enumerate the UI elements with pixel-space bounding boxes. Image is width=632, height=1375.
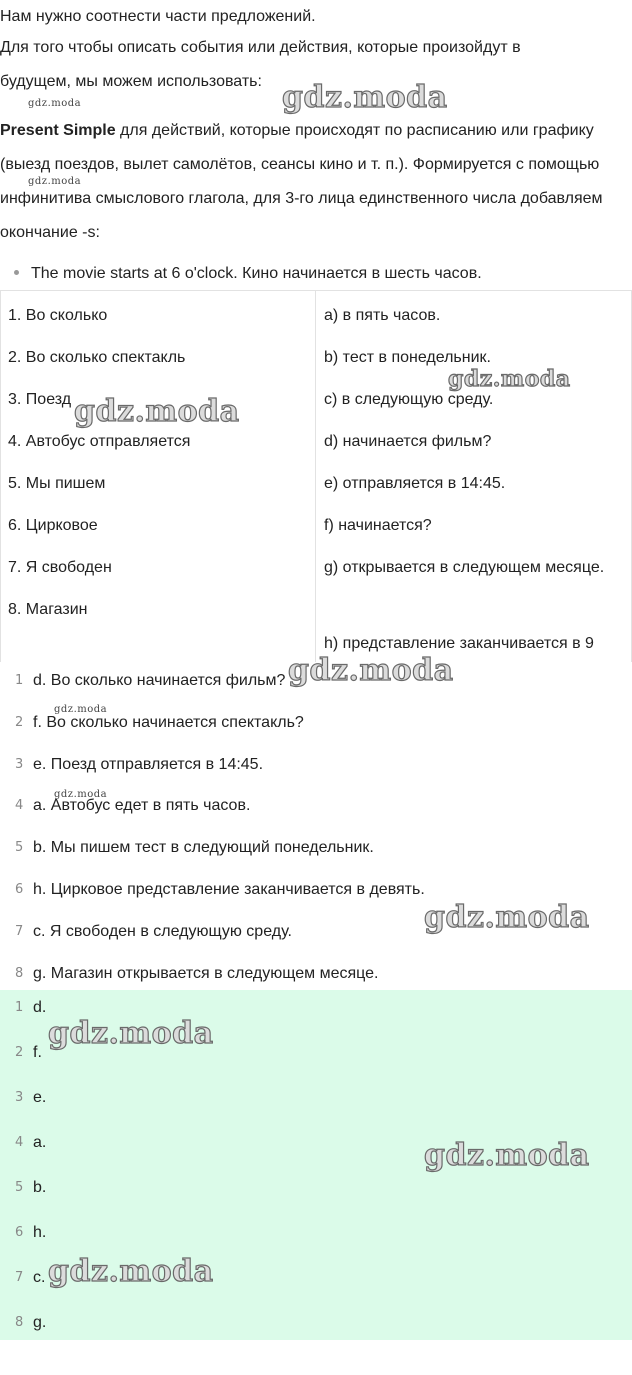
watermark: gdz.moda bbox=[28, 98, 82, 109]
short-answer-number: 6 bbox=[15, 1225, 24, 1240]
watermark: gdz.moda bbox=[54, 789, 108, 800]
right-item: a) в пять часов. bbox=[324, 307, 441, 324]
left-item: 4. Автобус отправляется bbox=[8, 433, 191, 450]
answer-number: 5 bbox=[15, 840, 24, 855]
answer-number: 2 bbox=[15, 715, 24, 730]
short-answer-text: h. bbox=[33, 1224, 47, 1241]
answer-number: 6 bbox=[15, 882, 24, 897]
watermark: gdz.moda bbox=[424, 1138, 590, 1173]
example-bullet bbox=[14, 259, 482, 289]
watermark: gdz.moda bbox=[74, 394, 240, 429]
short-answer-text: e. bbox=[33, 1089, 47, 1106]
answer-text: e. Поезд отправляется в 14:45. bbox=[33, 756, 264, 773]
left-item: 7. Я свободен bbox=[8, 559, 112, 576]
right-item: e) отправляется в 14:45. bbox=[324, 475, 506, 492]
watermark: gdz.moda bbox=[48, 1016, 214, 1051]
present-simple-description: для действий, которые происходят по расписанию или графику (выезд поездов, вылет самолётов, сеансы кино и т. п.). Формируется с помощью инфинитива смыслового глагола, для 3-го лица единственного числа добавляем окончание -s: bbox=[0, 122, 603, 241]
right-item: c) в следующую среду. bbox=[324, 391, 494, 408]
answer-text: g. Магазин открывается в следующем месяце. bbox=[33, 965, 379, 982]
answer-number: 1 bbox=[15, 673, 24, 688]
left-item: 5. Мы пишем bbox=[8, 475, 106, 492]
intro-line-1: Нам нужно соотнести части предложений. bbox=[0, 8, 316, 25]
short-answer-text: g. bbox=[33, 1314, 47, 1331]
answer-text: h. Цирковое представление заканчивается в девять. bbox=[33, 881, 425, 898]
left-item: 6. Цирковое bbox=[8, 517, 98, 534]
short-answer-number: 8 bbox=[15, 1315, 24, 1330]
watermark: gdz.moda bbox=[48, 1254, 214, 1289]
watermark: gdz.moda bbox=[28, 176, 82, 187]
watermark: gdz.moda bbox=[448, 366, 571, 392]
short-answer-number: 1 bbox=[15, 1000, 24, 1015]
short-answer-text: c. bbox=[33, 1269, 46, 1286]
answer-text: f. Во сколько начинается спектакль? bbox=[33, 714, 304, 731]
answer-text: d. Во сколько начинается фильм? bbox=[33, 672, 286, 689]
right-column bbox=[317, 291, 632, 662]
short-answer-number: 7 bbox=[15, 1270, 24, 1285]
short-answer-text: d. bbox=[33, 999, 47, 1016]
answer-number: 8 bbox=[15, 966, 24, 981]
short-answer-number: 5 bbox=[15, 1180, 24, 1195]
intro-present-simple bbox=[0, 114, 632, 250]
short-answer-text: a. bbox=[33, 1134, 47, 1151]
short-answer-number: 3 bbox=[15, 1090, 24, 1105]
answer-text: b. Мы пишем тест в следующий понедельник. bbox=[33, 839, 374, 856]
right-item: h) представление заканчивается в 9 bbox=[324, 635, 594, 652]
right-item: d) начинается фильм? bbox=[324, 433, 492, 450]
short-answer-number: 2 bbox=[15, 1045, 24, 1060]
present-simple-label: Present Simple bbox=[0, 122, 116, 139]
answer-text: c. Я свободен в следующую среду. bbox=[33, 923, 292, 940]
left-item: 2. Во сколько спектакль bbox=[8, 349, 186, 366]
short-answer-text: f. bbox=[33, 1044, 42, 1061]
matching-table bbox=[0, 290, 632, 662]
watermark: gdz.moda bbox=[288, 653, 454, 688]
answer-number: 4 bbox=[15, 798, 24, 813]
left-column bbox=[1, 291, 316, 662]
answer-number: 3 bbox=[15, 757, 24, 772]
watermark: gdz.moda bbox=[54, 704, 108, 715]
left-item: 8. Магазин bbox=[8, 601, 88, 618]
bullet-dot-icon bbox=[14, 270, 19, 275]
short-answer-text: b. bbox=[33, 1179, 47, 1196]
left-item: 3. Поезд bbox=[8, 391, 72, 408]
example-text: The movie starts at 6 o'clock. Кино начинается в шесть часов. bbox=[31, 265, 482, 282]
right-item: f) начинается? bbox=[324, 517, 432, 534]
short-answers-block bbox=[0, 990, 632, 1340]
watermark: gdz.moda bbox=[424, 900, 590, 935]
right-item: g) открывается в следующем месяце. bbox=[324, 559, 605, 576]
right-item: b) тест в понедельник. bbox=[324, 349, 491, 366]
intro-line-2: Для того чтобы описать события или действия, которые произойдут в будущем, мы можем использовать: bbox=[0, 39, 521, 90]
short-answer-number: 4 bbox=[15, 1135, 24, 1150]
answer-text: a. Автобус едет в пять часов. bbox=[33, 797, 251, 814]
left-item: 1. Во сколько bbox=[8, 307, 108, 324]
answer-number: 7 bbox=[15, 924, 24, 939]
watermark: gdz.moda bbox=[282, 80, 448, 115]
